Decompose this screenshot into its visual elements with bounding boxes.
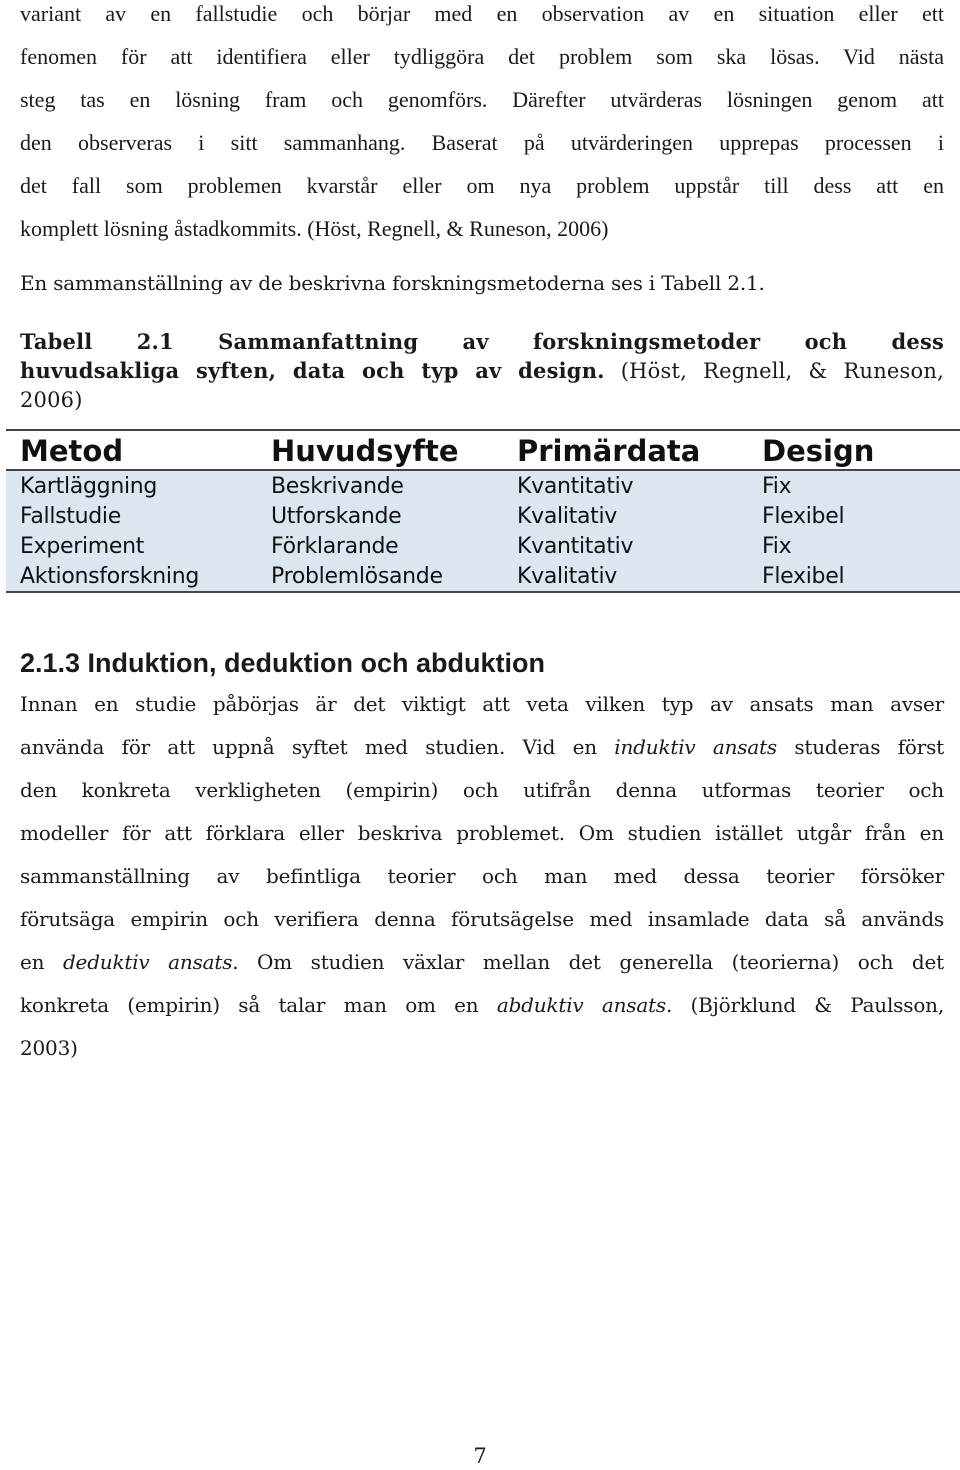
table-row bbox=[6, 501, 960, 531]
caption-citation: (Höst, Regnell, & Runeson, bbox=[604, 359, 944, 383]
emphasis-text: abduktiv ansats bbox=[496, 993, 666, 1017]
text-line: variant av en fallstudie och börjar med en observation av en situation eller ett bbox=[20, 1, 944, 26]
table-header-row bbox=[6, 430, 960, 470]
emphasis-text: induktiv ansats bbox=[614, 735, 777, 759]
table-cell: Fallstudie bbox=[6, 501, 257, 531]
section-heading: 2.1.3 Induktion, deduktion och abduktion bbox=[20, 648, 546, 678]
table-cell: Kartläggning bbox=[6, 470, 257, 501]
table-cell: Beskrivande bbox=[257, 470, 503, 501]
text-line: den konkreta verkligheten (empirin) och utifrån denna utformas teorier och bbox=[20, 778, 944, 802]
text-line: det fall som problemen kvarstår eller om nya problem uppstår till dess att en bbox=[20, 173, 944, 198]
text-line: den observeras i sitt sammanhang. Baserat på utvärderingen upprepas processen i bbox=[20, 130, 944, 155]
table-cell: Aktionsforskning bbox=[6, 561, 257, 592]
text-line: fenomen för att identifiera eller tydliggöra det problem som ska lösas. Vid nästa bbox=[20, 44, 944, 69]
table-row bbox=[6, 531, 960, 561]
text-line: Innan en studie påbörjas är det viktigt att veta vilken typ av ansats man avser bbox=[20, 692, 944, 716]
text-run: . (Björklund & Paulsson, bbox=[665, 993, 944, 1017]
header-huvudsyfte: Huvudsyfte bbox=[257, 430, 503, 470]
table-row bbox=[6, 470, 960, 501]
text-run: konkreta (empirin) så talar man om en bbox=[20, 993, 497, 1017]
page-number: 7 bbox=[473, 1444, 487, 1468]
text-line bbox=[20, 941, 944, 984]
text-line bbox=[20, 726, 944, 769]
paragraph-summary-reference bbox=[20, 262, 944, 305]
table-cell: Kvantitativ bbox=[503, 470, 748, 501]
table-cell: Fix bbox=[748, 531, 960, 561]
text-line: 2003) bbox=[20, 1036, 78, 1060]
text-line: steg tas en lösning fram och genomförs. Därefter utvärderas lösningen genom att bbox=[20, 87, 944, 112]
caption-line: Tabell 2.1 Sammanfattning av forskningsmetoder och dess bbox=[20, 329, 944, 354]
text-run: . Om studien växlar mellan det generella (teorierna) och det bbox=[232, 950, 944, 974]
text-line bbox=[20, 984, 944, 1027]
text-line: komplett lösning åstadkommits. (Höst, Regnell, & Runeson, 2006) bbox=[20, 216, 609, 241]
text-run: studeras först bbox=[776, 735, 944, 759]
header-primardata: Primärdata bbox=[503, 430, 748, 470]
text-run: en bbox=[20, 950, 63, 974]
table-cell: Flexibel bbox=[748, 561, 960, 592]
text-run: använda för att uppnå syftet med studien. Vid en bbox=[20, 735, 615, 759]
table-cell: Experiment bbox=[6, 531, 257, 561]
header-design: Design bbox=[748, 430, 960, 470]
paragraph-action-research bbox=[20, 0, 944, 250]
text-line: En sammanställning av de beskrivna forskningsmetoderna ses i Tabell 2.1. bbox=[20, 271, 765, 295]
paragraph-induction-deduction bbox=[20, 683, 944, 1070]
research-methods-table bbox=[6, 429, 960, 593]
table-caption bbox=[20, 327, 944, 415]
table-row bbox=[6, 561, 960, 592]
table-cell: Kvalitativ bbox=[503, 501, 748, 531]
emphasis-text: deduktiv ansats bbox=[62, 950, 233, 974]
table-cell: Utforskande bbox=[257, 501, 503, 531]
table-cell: Förklarande bbox=[257, 531, 503, 561]
header-metod: Metod bbox=[6, 430, 257, 470]
table-cell: Fix bbox=[748, 470, 960, 501]
caption-line: 2006) bbox=[20, 388, 83, 412]
text-line: sammanställning av befintliga teorier och man med dessa teorier försöker bbox=[20, 864, 944, 888]
table-cell: Kvantitativ bbox=[503, 531, 748, 561]
table-cell: Flexibel bbox=[748, 501, 960, 531]
text-line: förutsäga empirin och verifiera denna förutsägelse med insamlade data så används bbox=[20, 907, 944, 931]
caption-line bbox=[20, 356, 944, 386]
text-line: modeller för att förklara eller beskriva problemet. Om studien istället utgår från en bbox=[20, 821, 944, 845]
table-cell: Problemlösande bbox=[257, 561, 503, 592]
caption-bold-text: huvudsakliga syften, data och typ av design. bbox=[20, 358, 605, 383]
table-cell: Kvalitativ bbox=[503, 561, 748, 592]
